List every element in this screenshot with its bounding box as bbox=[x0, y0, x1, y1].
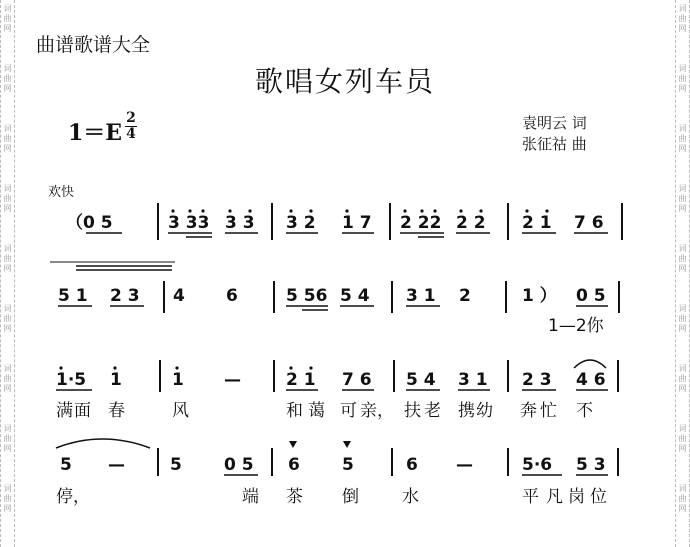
site-title: 曲谱歌谱大全 bbox=[36, 34, 151, 56]
watermark-char: 曲 bbox=[678, 374, 687, 383]
watermark-char: 词 bbox=[3, 184, 12, 193]
lyric-char: 老 bbox=[424, 401, 441, 421]
score-note: 5·6 bbox=[522, 455, 553, 475]
lyric-char: 忙 bbox=[540, 401, 557, 421]
score-note: 3 2 bbox=[286, 213, 316, 233]
score-note: 0 5 bbox=[576, 286, 606, 306]
underlines bbox=[86, 233, 608, 237]
lyricist-credit: 袁明云 词 bbox=[522, 114, 587, 132]
slur bbox=[574, 360, 606, 368]
score-note: — bbox=[456, 455, 473, 475]
watermark-char: 曲 bbox=[3, 374, 12, 383]
score-note: 7 6 bbox=[574, 213, 604, 233]
watermark-char: 词 bbox=[3, 424, 12, 433]
watermark-char: 曲 bbox=[678, 494, 687, 503]
watermark-char: 曲 bbox=[678, 434, 687, 443]
score-note: （0 5 bbox=[66, 213, 113, 233]
score-note: 2 3 bbox=[522, 370, 552, 390]
watermark-char: 曲 bbox=[678, 314, 687, 323]
watermark-char: 网 bbox=[3, 84, 12, 93]
score-note: 3 1 bbox=[458, 370, 488, 390]
score-row-4 bbox=[56, 439, 618, 507]
lyric-char: 水 bbox=[402, 487, 419, 507]
watermark-char: 词 bbox=[678, 4, 687, 13]
watermark-char: 词 bbox=[3, 64, 12, 73]
verse-marker: 1—2你 bbox=[548, 316, 604, 336]
score-note: 5 56 bbox=[286, 286, 328, 306]
key-signature: 1＝E bbox=[68, 120, 123, 146]
score-note: 2 1 bbox=[286, 370, 316, 390]
watermark-char: 网 bbox=[3, 504, 12, 513]
score-row-2 bbox=[50, 262, 619, 336]
score-note: 2 1 bbox=[522, 213, 552, 233]
score-note: 2 22 bbox=[400, 213, 442, 233]
watermark-char: 网 bbox=[678, 384, 687, 393]
lyric-char: 和 bbox=[286, 401, 303, 421]
watermark-char: 网 bbox=[678, 84, 687, 93]
score-note: 3 3 bbox=[225, 213, 255, 233]
score-note: 2 2 bbox=[456, 213, 486, 233]
lyric-char: 奔 bbox=[520, 401, 537, 421]
lyric-char: 凡 bbox=[546, 487, 563, 507]
score-note: 5 bbox=[60, 455, 72, 475]
lyric-char: 位 bbox=[590, 487, 607, 507]
score-note: 5 4 bbox=[340, 286, 370, 306]
watermark-char: 词 bbox=[678, 244, 687, 253]
score-note: 7 6 bbox=[342, 370, 372, 390]
score-note: 6 bbox=[226, 286, 238, 306]
watermark-char: 曲 bbox=[678, 134, 687, 143]
watermark-char: 词 bbox=[3, 484, 12, 493]
score-note: 1 ） bbox=[522, 286, 557, 306]
lyric-char: 可 bbox=[340, 401, 357, 421]
score-note: — bbox=[108, 455, 125, 475]
watermark-char: 词 bbox=[678, 364, 687, 373]
lyric-char: 平 bbox=[522, 487, 539, 507]
watermark-char: 词 bbox=[678, 64, 687, 73]
score-note: 5 4 bbox=[406, 370, 436, 390]
score-note: 1 bbox=[110, 370, 122, 390]
tempo-marking: 欢快 bbox=[48, 185, 75, 200]
score-note: 2 bbox=[459, 286, 471, 306]
watermark-char: 词 bbox=[678, 424, 687, 433]
watermark-char: 网 bbox=[3, 324, 12, 333]
time-signature-top: 2 bbox=[126, 110, 136, 126]
watermark-char: 网 bbox=[3, 264, 12, 273]
composer-credit: 张征祜 曲 bbox=[522, 135, 587, 153]
score-note: 2 3 bbox=[110, 286, 140, 306]
lyric-char: 满 bbox=[56, 401, 73, 421]
watermark-char: 网 bbox=[3, 444, 12, 453]
watermark-char: 曲 bbox=[678, 74, 687, 83]
score-note: 0 5 bbox=[224, 455, 254, 475]
watermark-char: 曲 bbox=[678, 254, 687, 263]
score-row-1 bbox=[66, 203, 622, 240]
watermark-char: 词 bbox=[3, 124, 12, 133]
score-row-3 bbox=[56, 360, 618, 421]
score-note: 1·5 bbox=[56, 370, 87, 390]
lyric-char: 停， bbox=[56, 487, 90, 507]
watermark-char: 网 bbox=[3, 144, 12, 153]
lyrics-line-2 bbox=[56, 487, 607, 507]
watermark-char: 词 bbox=[3, 364, 12, 373]
watermark-char: 词 bbox=[3, 4, 12, 13]
lyric-char: 风 bbox=[172, 401, 189, 421]
lyric-char: 岗 bbox=[568, 487, 585, 507]
score-note: — bbox=[224, 370, 241, 390]
lyric-char: 幼 bbox=[476, 401, 493, 421]
watermark-char: 曲 bbox=[678, 14, 687, 23]
watermark-char: 网 bbox=[678, 264, 687, 273]
score-note: 6 bbox=[288, 455, 300, 475]
score-note: 3 33 bbox=[168, 213, 210, 233]
watermark-char: 网 bbox=[678, 24, 687, 33]
score-note: 5 3 bbox=[576, 455, 606, 475]
lyric-char: 倒 bbox=[342, 487, 359, 507]
watermark-char: 曲 bbox=[3, 494, 12, 503]
watermark-char: 网 bbox=[3, 384, 12, 393]
watermark-char: 曲 bbox=[3, 194, 12, 203]
watermark-char: 网 bbox=[678, 144, 687, 153]
lyric-char: 茶 bbox=[286, 487, 303, 507]
watermark-char: 词 bbox=[678, 484, 687, 493]
lyric-char: 扶 bbox=[404, 401, 421, 421]
score-note: 5 1 bbox=[58, 286, 88, 306]
score-note: 4 bbox=[173, 286, 185, 306]
watermark-char: 词 bbox=[3, 304, 12, 313]
score-note: 1 7 bbox=[342, 213, 372, 233]
watermark-char: 曲 bbox=[3, 74, 12, 83]
lyric-char: 亲， bbox=[360, 401, 394, 421]
score-note: 6 bbox=[406, 455, 418, 475]
watermark-char: 词 bbox=[678, 124, 687, 133]
lyric-char: 蔼 bbox=[308, 401, 325, 421]
watermark-char: 曲 bbox=[3, 314, 12, 323]
underlines bbox=[58, 306, 608, 310]
watermark-char: 曲 bbox=[678, 194, 687, 203]
lyrics-line-1 bbox=[56, 401, 593, 421]
watermark-char: 曲 bbox=[3, 134, 12, 143]
lyric-char: 携 bbox=[458, 401, 475, 421]
watermark-char: 曲 bbox=[3, 14, 12, 23]
time-signature-bottom: 4 bbox=[126, 126, 136, 142]
score-note: 1 bbox=[172, 370, 184, 390]
lyric-char: 春 bbox=[108, 401, 125, 421]
watermark-char: 网 bbox=[678, 324, 687, 333]
watermark-char: 网 bbox=[3, 24, 12, 33]
watermark-char: 网 bbox=[3, 204, 12, 213]
watermark-char: 曲 bbox=[3, 254, 12, 263]
lyric-char: 端 bbox=[242, 487, 259, 507]
watermark-char: 网 bbox=[678, 504, 687, 513]
score-note: 5 bbox=[170, 455, 182, 475]
watermark-char: 网 bbox=[678, 444, 687, 453]
tie bbox=[56, 439, 150, 448]
watermark-char: 曲 bbox=[3, 434, 12, 443]
watermark-char: 词 bbox=[3, 244, 12, 253]
lyric-char: 不 bbox=[576, 401, 593, 421]
watermark-char: 词 bbox=[678, 304, 687, 313]
watermark-char: 词 bbox=[678, 184, 687, 193]
song-title: 歌唱女列车员 bbox=[254, 65, 435, 98]
score-note: 5 bbox=[342, 455, 354, 475]
accent-marks bbox=[289, 441, 351, 448]
score-note: 4 6 bbox=[576, 370, 606, 390]
lyric-char: 面 bbox=[74, 401, 91, 421]
watermark-char: 网 bbox=[678, 204, 687, 213]
score-note: 3 1 bbox=[406, 286, 436, 306]
